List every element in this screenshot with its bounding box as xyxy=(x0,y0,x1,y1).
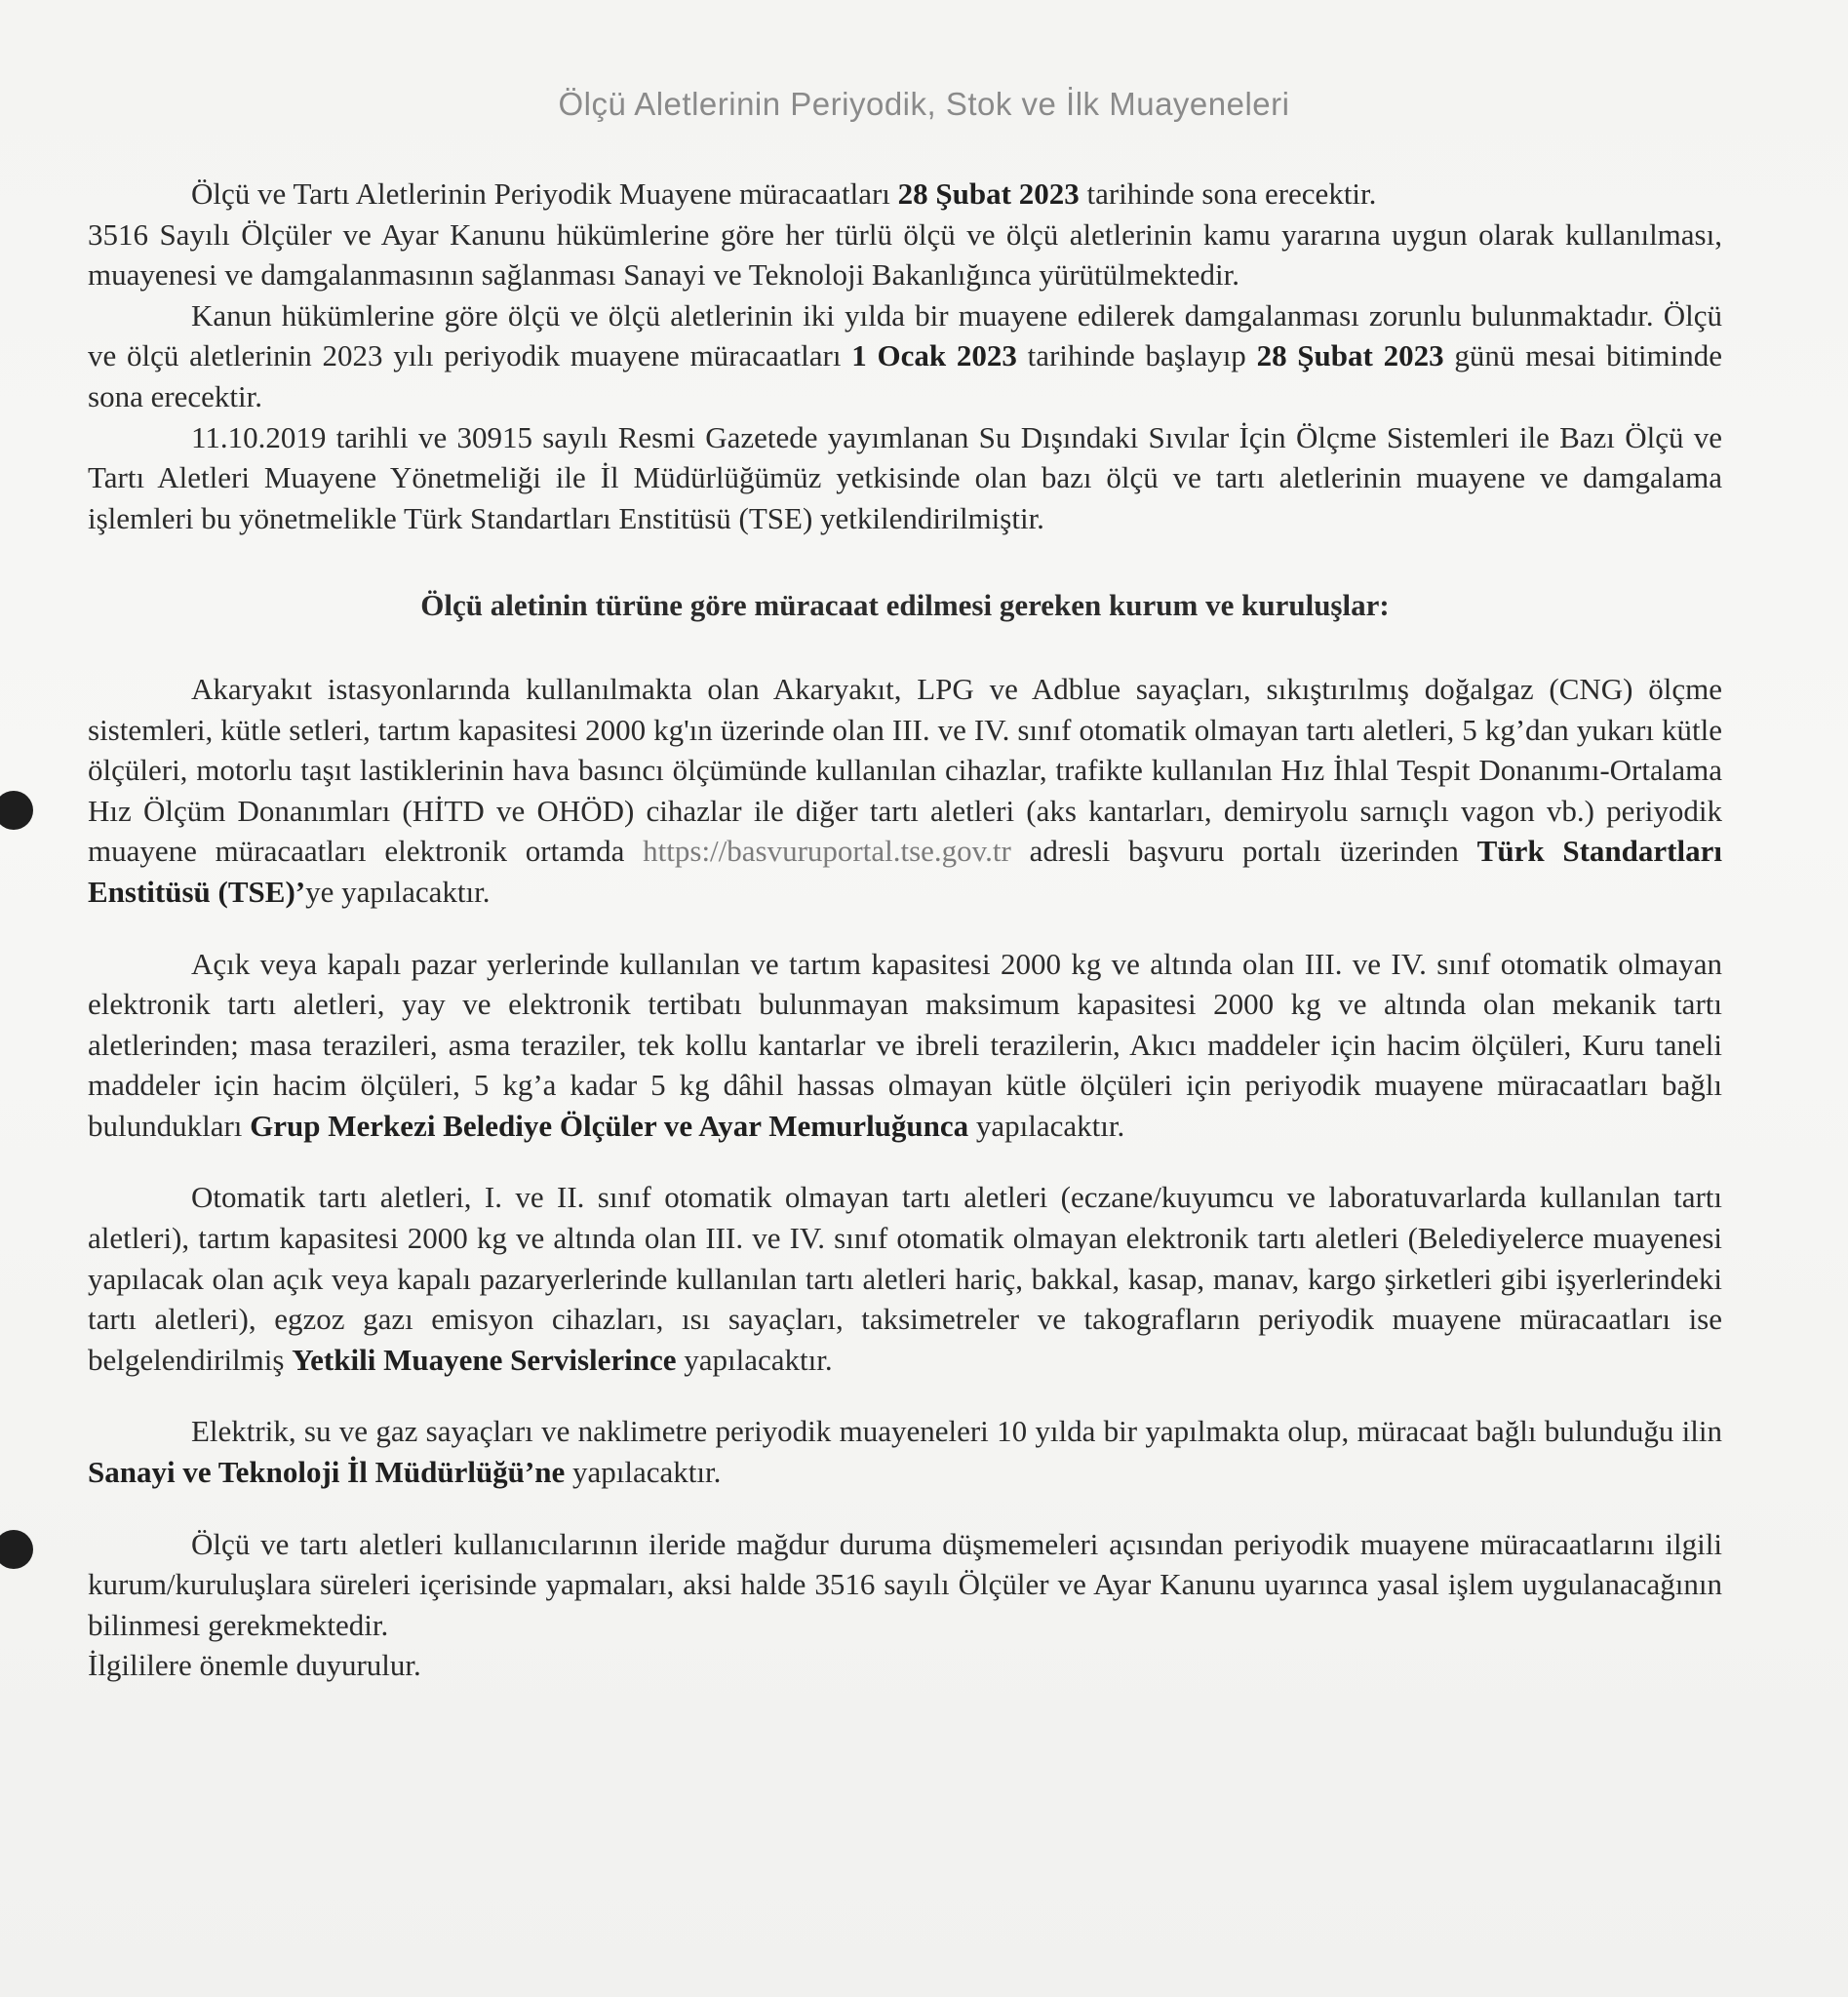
municipality-office: Grup Merkezi Belediye Ölçüler ve Ayar Memurluğunca xyxy=(250,1108,969,1143)
provincial-directorate: Sanayi ve Teknoloji İl Müdürlüğü’ne xyxy=(88,1455,566,1490)
paragraph-schedule: Kanun hükümlerine göre ölçü ve ölçü aletlerinin iki yılda bir muayene edilerek damgalanması zorunlu bulunmaktadır. Ölçü ve ölçü aletlerinin 2023 yılı periyodik muayene müracaatları 1 Ocak 2023 tarihinde başlayıp 28 Şubat 2023 günü mesai bitiminde sona erecektir. xyxy=(88,297,1722,413)
paragraph-municipality: Açık veya kapalı pazar yerlerinde kullanılan ve tartım kapasitesi 2000 kg ve altında olan III. ve IV. sınıf otomatik olmayan elektronik tartı aletleri, yay ve elektronik tertibatı bulunmayan maksimum kapasitesi 2000 kg ve altında olan mekanik tartı aletlerinden; masa terazileri, asma teraziler, tek kollu kantarlar ve ibreli terazilerin, Akıcı maddeler için hacim ölçüleri, Kuru taneli maddeler için hacim ölçüleri, 5 kg’a kadar 5 kg dâhil hassas olmayan kütle ölçüleri için periyodik muayene müracaatları bağlı bulundukları Grup Merkezi Belediye Ölçüler ve Ayar Memurluğunca yapılacaktır. xyxy=(88,946,1722,1143)
portal-url: https://basvuruportal.tse.gov.tr xyxy=(643,834,1011,869)
paragraph-meters: Elektrik, su ve gaz sayaçları ve naklimetre periyodik muayeneleri 10 yılda bir yapılmakta olup, müracaat bağlı bulunduğu ilin Sanayi ve Teknoloji İl Müdürlüğü’ne yapılacaktır. xyxy=(88,1414,1722,1490)
document-title: Ölçü Aletlerinin Periyodik, Stok ve İlk Muayeneleri xyxy=(558,86,1290,122)
deadline-date: 28 Şubat 2023 xyxy=(897,176,1080,211)
paragraph-tse: Akaryakıt istasyonlarında kullanılmakta olan Akaryakıt, LPG ve Adblue sayaçları, sıkıştırılmış doğalgaz (CNG) ölçme sistemleri, kütle setleri, tartım kapasitesi 2000 kg'ın üzerinde olan III. ve IV. sınıf otomatik olmayan tartı aletleri, 5 kg’dan yukarı kütle ölçüleri, motorlu taşıt lastiklerinin hava basıncı ölçümünde kullanılan cihazlar, trafikte kullanılan Hız İhlal Tespit Donanımı-Ortalama Hız Ölçüm Donanımları (HİTD ve OHÖD) cihazlar ile diğer tartı aletleri (aks kantarları, demiryolu sarnıçlı vagon vb.) periyodik muayene müracaatları elektronik ortamda https://basvuruportal.tse.gov.tr adresli başvuru portalı üzerinden Türk Standartları Enstitüsü (TSE)’ye yapılacaktır. xyxy=(88,671,1722,909)
tse-name: Türk Standartları Enstitüsü (TSE)’ xyxy=(88,834,1722,909)
end-date: 28 Şubat 2023 xyxy=(1256,338,1444,373)
paragraph-regulation: 11.10.2019 tarihli ve 30915 sayılı Resmi Gazetede yayımlanan Su Dışındaki Sıvılar İçin Ölçme Sistemleri ile Bazı Ölçü ve Tartı Aletleri Muayene Yönetmeliği ile İl Müdürlüğümüz yetkisinde olan bazı ölçü ve tartı aletlerinin muayene ve damgalama işlemleri bu yönetmelikle Türk Standartları Enstitüsü (TSE) yetkilendirilmiştir. xyxy=(88,419,1722,535)
paragraph-law: 3516 Sayılı Ölçüler ve Ayar Kanunu hükümlerine göre her türlü ölçü ve ölçü aletlerinin kamu yararına uygun olarak kullanılması, muayenesi ve damgalanmasının sağlanması Sanayi ve Teknoloji Bakanlığınca yürütülmektedir. xyxy=(88,216,1722,293)
document-body xyxy=(88,174,1722,1686)
paragraph-warning: Ölçü ve tartı aletleri kullanıcılarının ileride mağdur duruma düşmemeleri açısından periyodik muayene müracaatlarını ilgili kurum/kuruluşlara süreleri içerisinde yapmaları, aksi halde 3516 sayılı Ölçüler ve Ayar Kanunu uyarınca yasal işlem uygulanacağının bilinmesi gerekmektedir. xyxy=(88,1526,1722,1642)
section-heading: Ölçü aletinin türüne göre müracaat edilmesi gereken kurum ve kuruluşlar: xyxy=(420,588,1390,623)
start-date: 1 Ocak 2023 xyxy=(851,338,1017,373)
authorized-services: Yetkili Muayene Servislerince xyxy=(292,1342,677,1377)
closing-line: İlgililere önemle duyurulur. xyxy=(88,1648,421,1683)
paragraph-deadline: Ölçü ve Tartı Aletlerinin Periyodik Muayene müracaatları 28 Şubat 2023 tarihinde sona erecektir. xyxy=(191,176,1377,211)
paragraph-authorized-services: Otomatik tartı aletleri, I. ve II. sınıf otomatik olmayan tartı aletleri (eczane/kuyumcu ve laboratuvarlarda kullanılan tartı aletleri), tartım kapasitesi 2000 kg ve altında olan III. ve IV. sınıf otomatik olmayan elektronik tartı aletleri (Belediyelerce muayenesi yapılacak olan açık veya kapalı pazaryerlerinde kullanılan tartı aletleri hariç, bakkal, kasap, manav, kargo şirketleri gibi işyerlerindeki tartı aletleri), egzoz gazı emisyon cihazları, ısı sayaçları, taksimetreler ve takografların periyodik muayene müracaatları ise belgelendirilmiş Yetkili Muayene Servislerince yapılacaktır. xyxy=(88,1180,1722,1377)
punch-hole-upper xyxy=(0,791,33,830)
punch-hole-lower xyxy=(0,1530,33,1569)
